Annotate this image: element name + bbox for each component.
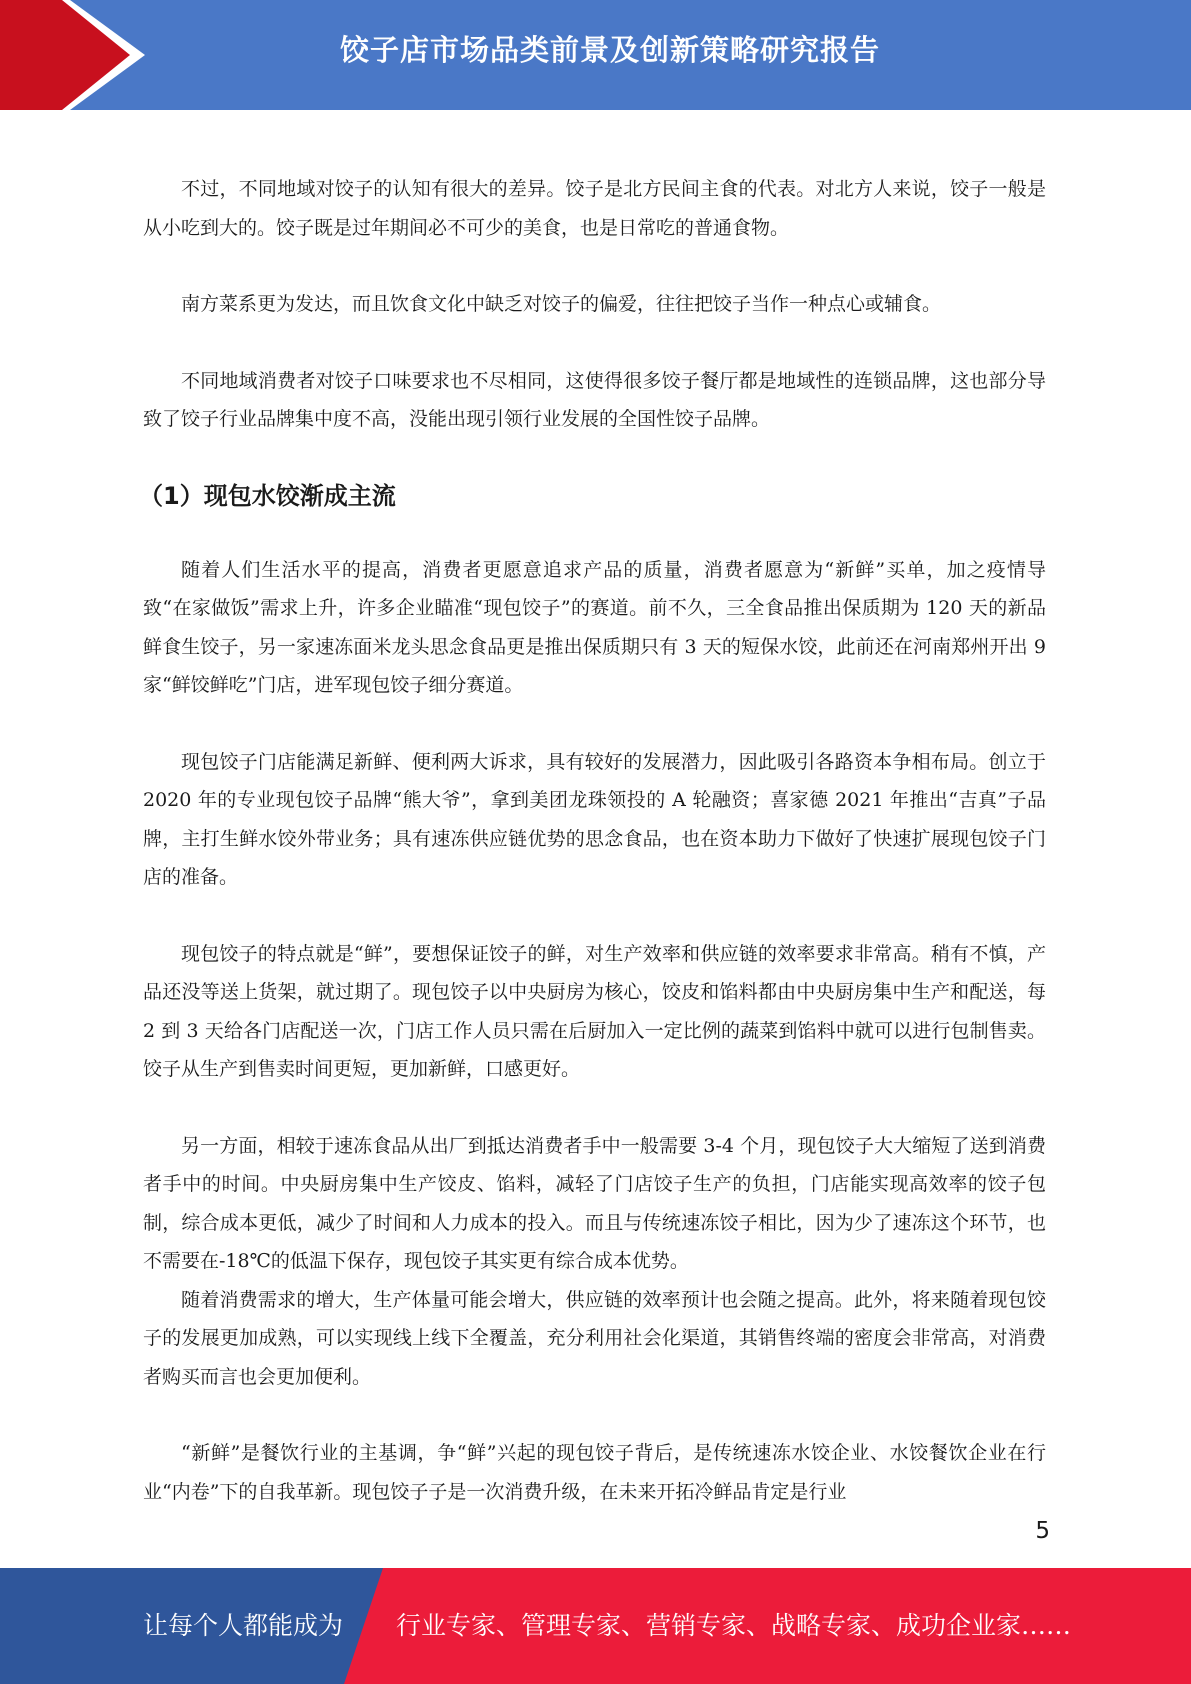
- footer-slogan-right: 行业专家、管理专家、营销专家、战略专家、成功企业家……: [396, 1611, 1072, 1640]
- paragraph-1: 不过，不同地域对饺子的认知有很大的差异。饺子是北方民间主食的代表。对北方人来说，饺子一般是从小吃到大的。饺子既是过年期间必不可少的美食，也是日常吃的普通食物。: [143, 178, 1046, 239]
- report-title: 饺子店市场品类前景及创新策略研究报告: [339, 33, 880, 67]
- section-heading: （1）现包水饺渐成主流: [139, 481, 396, 510]
- page-header: [0, 0, 1191, 110]
- footer-slogan-left: 让每个人都能成为: [143, 1611, 344, 1640]
- section-paragraph-1: 随着人们生活水平的提高，消费者更愿意追求产品的质量，消费者愿意为“新鲜”买单，加之疫情导致“在家做饭”需求上升，许多企业瞄准“现包饺子”的赛道。前不久，三全食品推出保质期为 120 天的新品鲜食生饺子，另一家速冻面米龙头思念食品更是推出保质期只有 3 天的短保水饺，此前还在河南郑州开出 9 家“鲜饺鲜吃”门店，进军现包饺子细分赛道。: [143, 558, 1046, 696]
- section-paragraph-4: 另一方面，相较于速冻食品从出厂到抵达消费者手中一般需要 3-4 个月，现包饺子大大缩短了送到消费者手中的时间。中央厨房集中生产饺皮、馅料，减轻了门店饺子生产的负担，门店能实现高效率的饺子包制，综合成本更低，减少了时间和人力成本的投入。而且与传统速冻饺子相比，因为少了速冻这个环节，也不需要在-18℃的低温下保存，现包饺子其实更有综合成本优势。: [143, 1134, 1046, 1272]
- section-paragraph-2: 现包饺子门店能满足新鲜、便利两大诉求，具有较好的发展潜力，因此吸引各路资本争相布局。创立于 2020 年的专业现包饺子品牌“熊大爷”，拿到美团龙珠领投的 A 轮融资；喜家德 2021 年推出“吉真”子品牌，主打生鲜水饺外带业务；具有速冻供应链优势的思念食品，也在资本助力下做好了快速扩展现包饺子门店的准备。: [143, 750, 1046, 888]
- paragraph-2: 南方菜系更为发达，而且饮食文化中缺乏对饺子的偏爱，往往把饺子当作一种点心或辅食。: [181, 293, 942, 315]
- document-body: [139, 170, 1046, 1549]
- page-footer: [0, 1568, 1191, 1684]
- section-paragraph-3: 现包饺子的特点就是“鲜”，要想保证饺子的鲜，对生产效率和供应链的效率要求非常高。稍有不慎，产品还没等送上货架，就过期了。现包饺子以中央厨房为核心，饺皮和馅料都由中央厨房集中生产和配送，每 2 到 3 天给各门店配送一次，门店工作人员只需在后厨加入一定比例的蔬菜到馅料中就可以进行包制售卖。饺子从生产到售卖时间更短，更加新鲜，口感更好。: [143, 942, 1046, 1080]
- paragraph-3: 不同地域消费者对饺子口味要求也不尽相同，这使得很多饺子餐厅都是地域性的连锁品牌，这也部分导致了饺子行业品牌集中度不高，没能出现引领行业发展的全国性饺子品牌。: [143, 369, 1046, 430]
- section-paragraph-6: “新鲜”是餐饮行业的主基调，争“鲜”兴起的现包饺子背后，是传统速冻水饺企业、水饺餐饮企业在行业“内卷”下的自我革新。现包饺子子是一次消费升级，在未来开拓冷鲜品肯定是行业: [143, 1442, 1046, 1503]
- page-number: 5: [1035, 1518, 1050, 1544]
- section-paragraph-5: 随着消费需求的增大，生产体量可能会增大，供应链的效率预计也会随之提高。此外，将来随着现包饺子的发展更加成熟，可以实现线上线下全覆盖，充分利用社会化渠道，其销售终端的密度会非常高，对消费者购买而言也会更加便利。: [143, 1288, 1046, 1388]
